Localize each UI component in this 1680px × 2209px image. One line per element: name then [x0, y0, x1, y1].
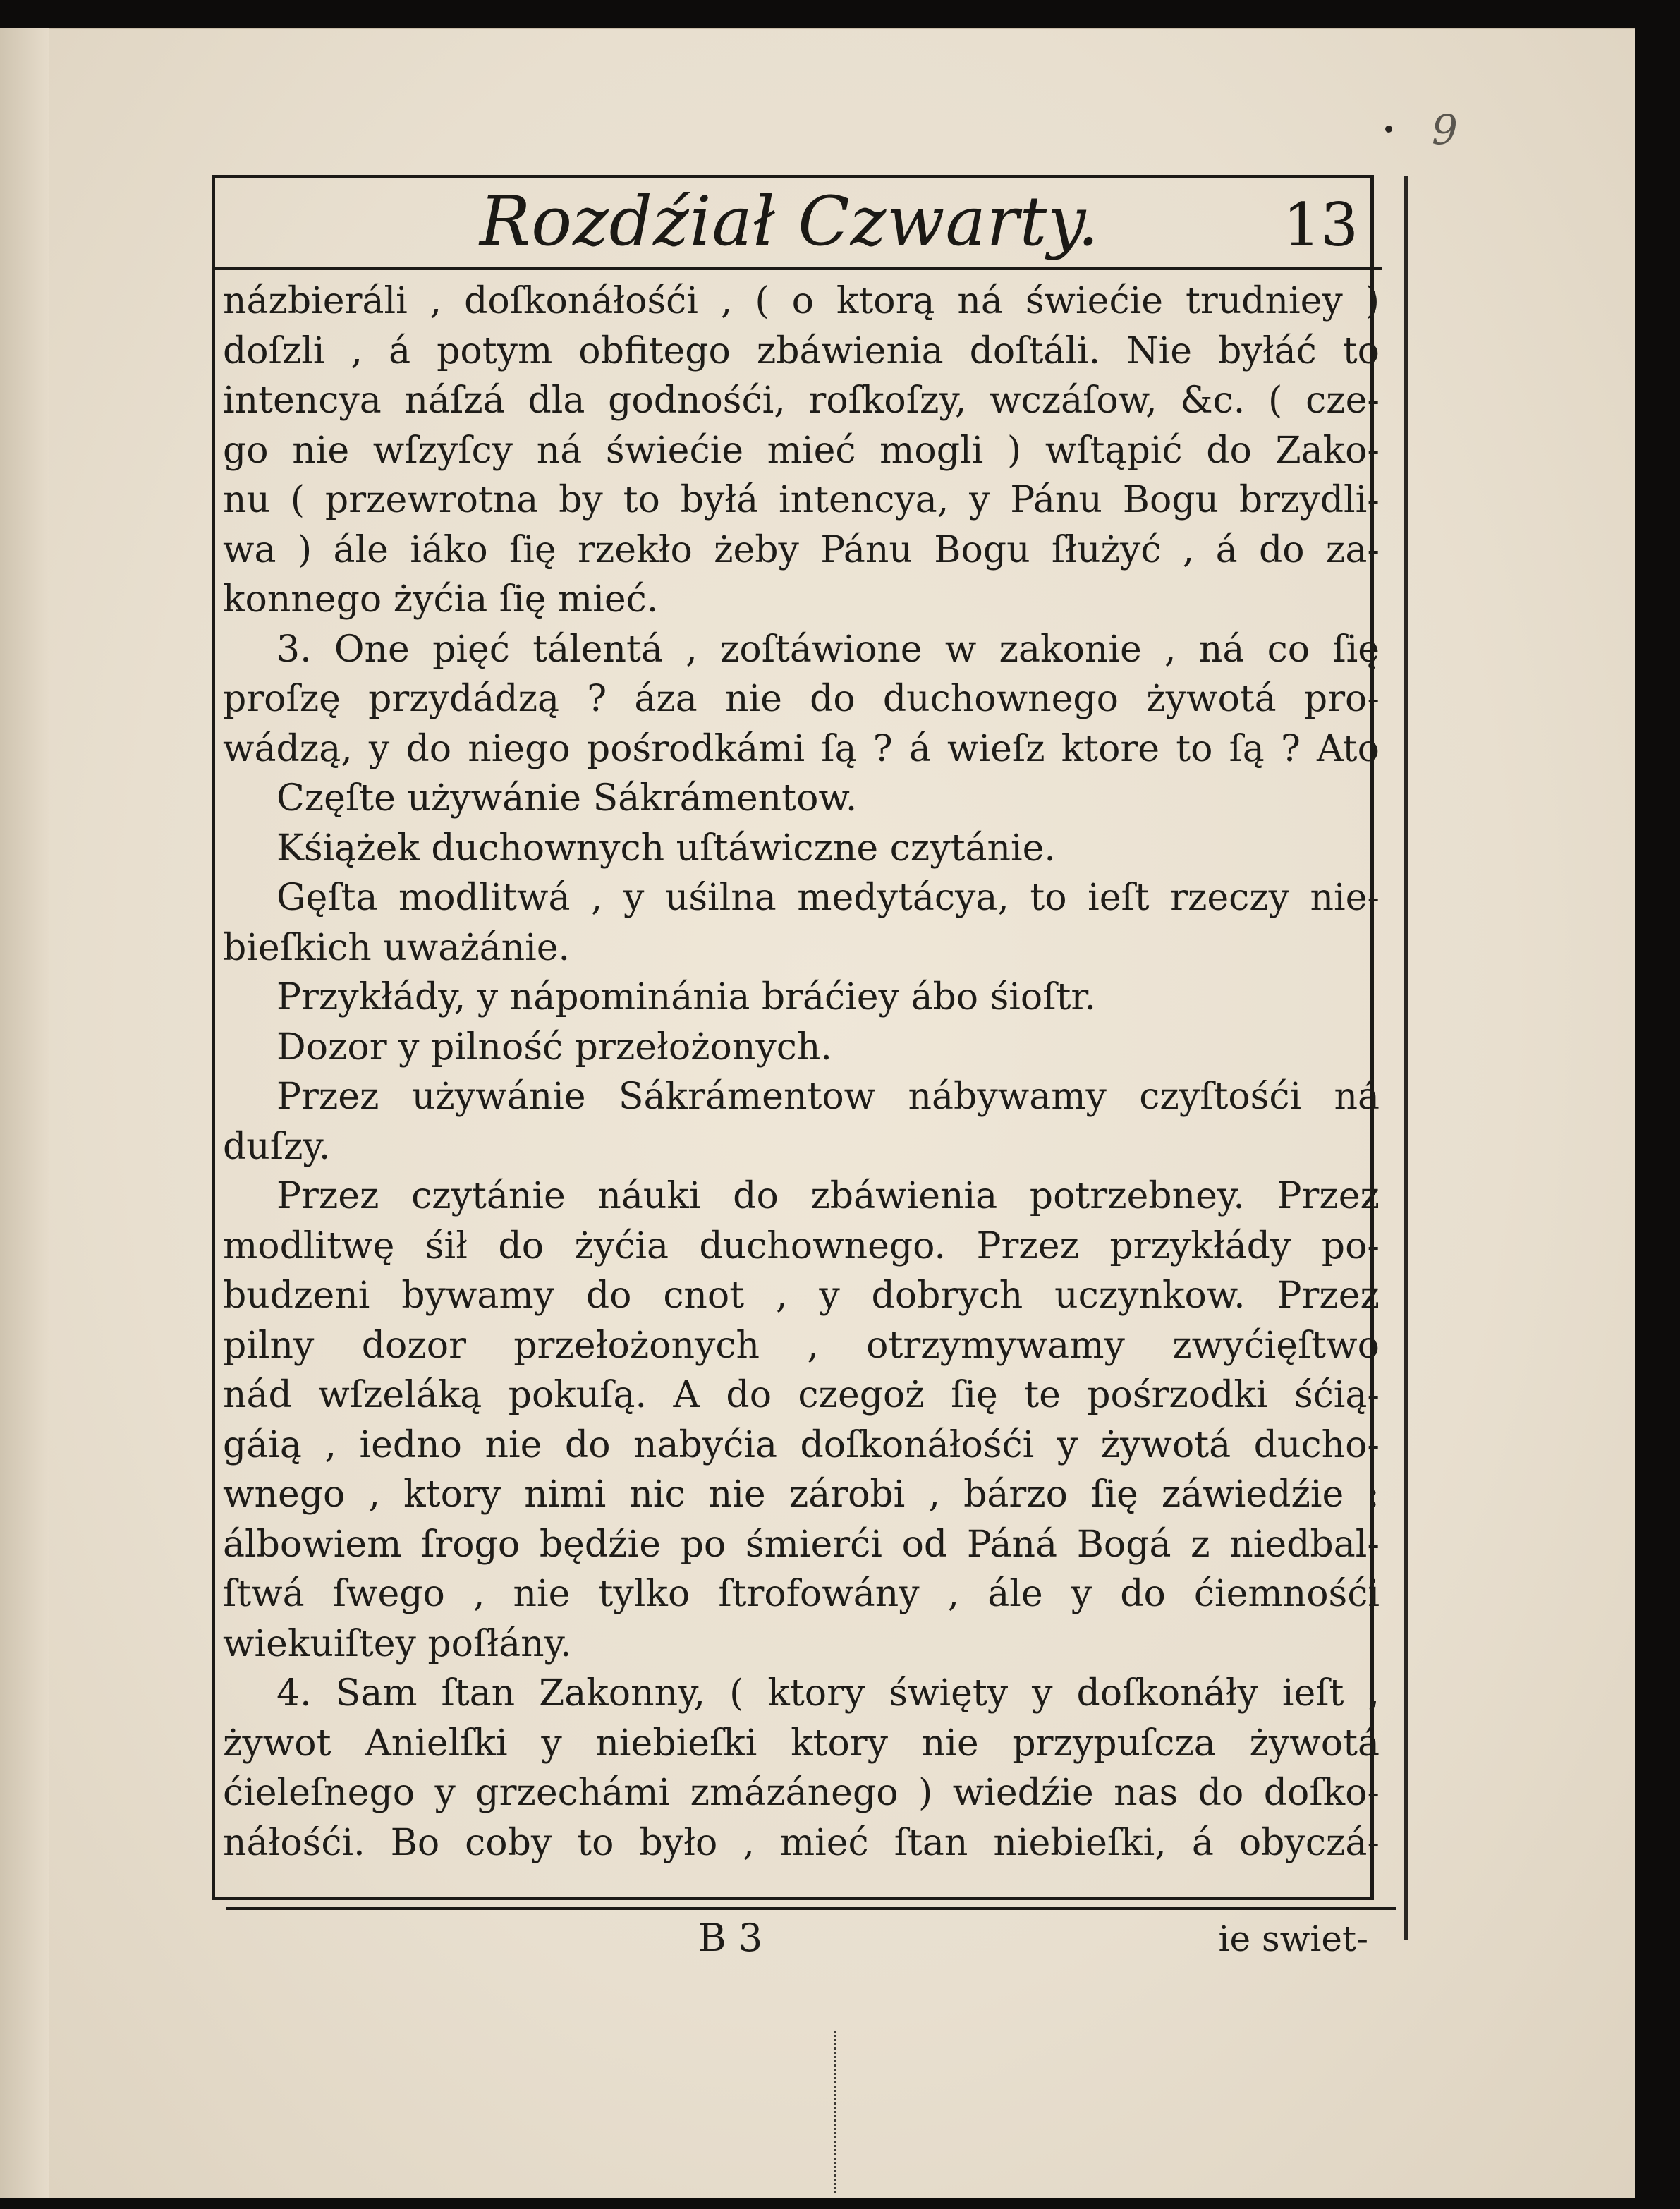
text-line [223, 923, 1380, 973]
text-line [223, 376, 1380, 426]
word: cnot [663, 1274, 745, 1317]
text-line-content: Kśiążek duchownych uſtáwiczne czytánie. [276, 827, 1056, 870]
word: ćieleſnego [223, 1772, 415, 1814]
running-header [212, 178, 1374, 267]
word: to [1030, 877, 1067, 919]
word: medytácya, [797, 877, 1009, 919]
word: do [406, 727, 452, 770]
word: ále [333, 528, 389, 571]
word: będźie [539, 1523, 661, 1566]
text-line [223, 1669, 1380, 1719]
text-line [223, 1619, 1380, 1669]
ink-dot [1385, 126, 1392, 133]
word: y [1057, 1423, 1078, 1466]
word: rzeczy [1170, 877, 1290, 919]
word: y [819, 1274, 840, 1317]
word: świećie [1025, 280, 1163, 322]
word: á [1191, 1821, 1214, 1864]
word: zakonie [999, 628, 1142, 671]
word: A [673, 1374, 700, 1416]
word: ktory [403, 1473, 501, 1516]
word: ná [1198, 628, 1245, 671]
word: nas [1114, 1772, 1179, 1814]
word: Ato [1317, 727, 1380, 770]
word: do [585, 1274, 632, 1317]
text-line-content: duſzy. [223, 1125, 331, 1168]
word: ? [587, 678, 607, 720]
text-line [223, 1818, 1380, 1868]
word: nie [513, 1573, 571, 1615]
word: intencya [223, 379, 382, 422]
word: używánie [411, 1076, 586, 1118]
word: to [1342, 329, 1380, 372]
text-line [223, 1222, 1380, 1272]
text-line [223, 475, 1380, 525]
text-line [223, 1420, 1380, 1471]
word: Bogu [1122, 479, 1219, 521]
word: ná [1334, 1076, 1380, 1118]
text-line [223, 674, 1380, 724]
word: po [680, 1523, 726, 1566]
word: pośrzodki [1087, 1374, 1268, 1416]
word: Przez [1277, 1274, 1380, 1317]
word: , [928, 1473, 940, 1516]
word: te [1024, 1374, 1061, 1416]
text-line [223, 1122, 1380, 1172]
word: wczáſow, [990, 379, 1157, 422]
word: śmierći [745, 1523, 882, 1566]
word: náuki [597, 1175, 701, 1217]
word: záwiedźie [1161, 1473, 1344, 1516]
word: modlitwę [223, 1224, 395, 1267]
word: zoſtáwione [720, 628, 923, 671]
word: niebieſki, [993, 1821, 1167, 1864]
word: ſię [1091, 1473, 1138, 1516]
page-edge-marks [834, 2031, 840, 2193]
word: nabyćia [633, 1423, 777, 1466]
word: proſzę [223, 678, 341, 720]
word: nie [708, 1473, 766, 1516]
word: mieć [767, 429, 856, 472]
word: czegoż [798, 1374, 925, 1416]
word: coby [465, 1821, 552, 1864]
word: ) [297, 528, 312, 571]
word: śćią- [1294, 1374, 1380, 1416]
word: po- [1321, 1224, 1380, 1267]
text-line [223, 1271, 1380, 1321]
word: 4. [276, 1672, 312, 1715]
word: żywotá [1100, 1423, 1231, 1466]
word: : [1367, 1473, 1380, 1516]
word: y [623, 877, 645, 919]
word: obfitego [578, 329, 731, 372]
text-line [223, 575, 1380, 625]
word: zwyćięſtwo [1172, 1324, 1380, 1367]
word: Przez [276, 1175, 379, 1217]
word: dobrych [871, 1274, 1023, 1317]
word: ) [918, 1772, 933, 1814]
word: go [223, 429, 269, 472]
word: pokuſą. [508, 1374, 647, 1416]
word: przewrotna [324, 479, 539, 521]
word: wſtąpić [1045, 429, 1183, 472]
word: przydádzą [368, 678, 559, 720]
text-line [223, 1370, 1380, 1420]
word: ſą [1229, 727, 1265, 770]
word: náłośći. [223, 1821, 365, 1864]
word: wieſz [946, 727, 1045, 770]
chapter-title: Rozdźiał Czwarty. [480, 182, 1100, 261]
word: Przez [1277, 1175, 1380, 1217]
word: Przez [976, 1224, 1079, 1267]
word: uczynkow. [1054, 1274, 1246, 1317]
word: cze- [1305, 379, 1380, 422]
word: czytánie [411, 1175, 566, 1217]
word: żyćia [574, 1224, 669, 1267]
word: Gęſta [276, 877, 378, 919]
word: tylko [598, 1573, 690, 1615]
text-line [223, 1470, 1380, 1520]
word: , [807, 1324, 819, 1367]
word: przełożonych [513, 1324, 760, 1367]
word: ( [1268, 379, 1283, 422]
word: obyczá- [1238, 1821, 1380, 1864]
word: czyſtośći [1139, 1076, 1302, 1118]
word: duchownego. [699, 1224, 946, 1267]
word: żywotá [1146, 678, 1277, 720]
word: ſrogo [421, 1523, 521, 1566]
word: brzydli- [1238, 479, 1380, 521]
text-line-content: bieſkich uważánie. [223, 926, 571, 969]
text-line [223, 525, 1380, 576]
word: nie [292, 429, 350, 472]
word: ktorą [836, 280, 935, 322]
word: pośrodkámi [586, 727, 805, 770]
word: , [473, 1573, 485, 1615]
word: nimi [524, 1473, 607, 1516]
word: przypuſcza [1012, 1722, 1216, 1765]
word: ále [987, 1573, 1043, 1615]
text-line [223, 625, 1380, 675]
word: One [334, 628, 410, 671]
word: pilny [223, 1324, 315, 1367]
word: wa [223, 528, 276, 571]
word: przykłády [1109, 1224, 1291, 1267]
word: budzeni [223, 1274, 370, 1317]
word: intencya, [778, 479, 949, 521]
word: y [434, 1772, 456, 1814]
text-line [223, 1321, 1380, 1371]
word: od [901, 1523, 948, 1566]
text-line [223, 824, 1380, 874]
word: potym [437, 329, 553, 372]
signature-mark: B 3 [698, 1916, 763, 1960]
handwritten-folio-number: 9 [1432, 106, 1458, 154]
text-line [223, 1023, 1380, 1073]
word: nie- [1310, 877, 1380, 919]
word: , [430, 280, 442, 322]
word: świećie [605, 429, 743, 472]
word: Sákrámentow [618, 1076, 876, 1118]
header-rule [212, 267, 1382, 270]
word: ducho- [1253, 1423, 1380, 1466]
word: ieſt [1282, 1672, 1344, 1715]
word: ieſt [1088, 877, 1150, 919]
word: , [351, 329, 363, 372]
text-line [223, 1719, 1380, 1769]
word: Nie [1126, 329, 1193, 372]
word: godnośći, [608, 379, 786, 422]
word: do [733, 1175, 779, 1217]
word: y [969, 479, 990, 521]
word: y [1032, 1672, 1053, 1715]
word: ná [957, 280, 1003, 322]
word: roſkoſzy, [808, 379, 967, 422]
word: do [810, 678, 856, 720]
text-line [223, 426, 1380, 476]
word: Sam [335, 1672, 418, 1715]
outer-border-line [1404, 176, 1408, 1940]
word: niedbal- [1229, 1523, 1380, 1566]
word: ſię [509, 528, 556, 571]
word: , [775, 1274, 788, 1317]
word: wſzeláką [318, 1374, 482, 1416]
word: iáko [410, 528, 488, 571]
word: ( [729, 1672, 744, 1715]
word: , [1182, 528, 1195, 571]
word: nie [921, 1722, 979, 1765]
word: ( [755, 280, 769, 322]
word: do [1198, 1772, 1244, 1814]
word: wnego [223, 1473, 346, 1516]
word: , [686, 628, 698, 671]
word: Páná [966, 1523, 1058, 1566]
word: to [623, 479, 660, 521]
word: by [559, 479, 603, 521]
word: do [1120, 1573, 1166, 1615]
word: ) [1006, 429, 1022, 472]
word: , [324, 1423, 336, 1466]
word: ſtwá [223, 1573, 305, 1615]
word: gáią [223, 1423, 302, 1466]
word: doſzli [223, 329, 325, 372]
word: , [1164, 628, 1176, 671]
word: ſtan [894, 1821, 968, 1864]
word: z [1191, 1523, 1210, 1566]
word: nic [629, 1473, 686, 1516]
word: doſkonáły [1076, 1672, 1258, 1715]
word: mieć [779, 1821, 869, 1864]
word: , [1368, 1672, 1380, 1715]
text-line [223, 1172, 1380, 1222]
word: Bogu [934, 528, 1030, 571]
text-line [223, 973, 1380, 1023]
word: modlitwá [398, 877, 571, 919]
word: ( [290, 479, 305, 521]
word: tálentá [532, 628, 663, 671]
word: żywot [223, 1722, 331, 1765]
text-line [223, 276, 1380, 327]
word: Przez [276, 1076, 379, 1118]
word: duchownego [882, 678, 1119, 720]
word: zárobi [789, 1473, 906, 1516]
word: pięć [432, 628, 510, 671]
word: Zako- [1275, 429, 1380, 472]
word: á [908, 727, 931, 770]
page-number: 13 [1283, 190, 1358, 260]
text-line [223, 327, 1380, 377]
text-line-content: Przykłády, y nápominánia bráćiey ábo śioſtr. [276, 976, 1097, 1018]
word: ſtan [441, 1672, 516, 1715]
word: żywotá [1249, 1722, 1380, 1765]
word: nu [223, 479, 270, 521]
word: niebieſki [595, 1722, 757, 1765]
text-line [223, 724, 1380, 774]
word: wiedźie [952, 1772, 1094, 1814]
word: zbáwienia [810, 1175, 998, 1217]
word: , [368, 1473, 381, 1516]
word: nie [485, 1423, 542, 1466]
word: do [498, 1224, 544, 1267]
word: ſię [951, 1374, 998, 1416]
word: á [1215, 528, 1238, 571]
word: Pánu [1010, 479, 1102, 521]
word: y [1071, 1573, 1092, 1615]
word: o [791, 280, 814, 322]
word: grzechámi [475, 1772, 671, 1814]
page-gutter [0, 28, 49, 2198]
word: doſko- [1263, 1772, 1380, 1814]
word: uśilna [664, 877, 777, 919]
word: rzekło [578, 528, 693, 571]
word: to [577, 1821, 614, 1864]
word: w [944, 628, 977, 671]
word: ſtrofowány [718, 1573, 920, 1615]
word: ſwego [332, 1573, 445, 1615]
word: Zakonny, [539, 1672, 706, 1715]
word: Bogá [1076, 1523, 1171, 1566]
word: Bo [390, 1821, 440, 1864]
text-line-content: wiekuiſtey poſłány. [223, 1622, 572, 1665]
word: wádzą, [223, 727, 353, 770]
word: nie [724, 678, 782, 720]
word: dozor [361, 1324, 466, 1367]
word: otrzymywamy [866, 1324, 1125, 1367]
word: zbáwienia [756, 329, 944, 372]
word: było [639, 1821, 718, 1864]
word: 3. [276, 628, 312, 671]
word: nábywamy [908, 1076, 1107, 1118]
word: y [368, 727, 390, 770]
word: doſkonáłośći [464, 280, 698, 322]
word: ktore [1061, 727, 1160, 770]
word: ſą [821, 727, 857, 770]
word: to [1176, 727, 1213, 770]
text-line [223, 1072, 1380, 1122]
word: á [389, 329, 411, 372]
word: doſkonáłośći [800, 1423, 1035, 1466]
word: wſzyſcy [372, 429, 513, 472]
word: niego [468, 727, 571, 770]
word: śił [425, 1224, 468, 1267]
word: ktory [791, 1722, 889, 1765]
word: ná [536, 429, 583, 472]
word: dla [528, 379, 585, 422]
word: do [726, 1374, 772, 1416]
word: bywamy [401, 1274, 555, 1317]
word: ? [872, 727, 893, 770]
word: do [1258, 528, 1305, 571]
word: , [720, 280, 733, 322]
word: &c. [1180, 379, 1246, 422]
word: ktory [767, 1672, 865, 1715]
word: doſtáli. [969, 329, 1101, 372]
word: ſłużyć [1051, 528, 1162, 571]
word: byłá [680, 479, 759, 521]
word: za- [1325, 528, 1380, 571]
catchword: ie swiet- [1218, 1918, 1368, 1959]
word: potrzebney. [1029, 1175, 1245, 1217]
text-line [223, 1520, 1380, 1570]
word: iedno [359, 1423, 462, 1466]
word: do [564, 1423, 611, 1466]
text-line-content: konnego żyćia ſię mieć. [223, 578, 659, 621]
word: ćiemnośći [1193, 1573, 1380, 1615]
word: , [590, 877, 603, 919]
text-line-content: Częſte używánie Sákrámentow. [276, 777, 858, 820]
word: y [541, 1722, 562, 1765]
word: ) [1365, 280, 1380, 322]
body-text [223, 276, 1380, 1868]
text-line [223, 1768, 1380, 1818]
text-line [223, 774, 1380, 824]
word: święty [889, 1672, 1009, 1715]
word: , [743, 1821, 755, 1864]
text-line [223, 873, 1380, 923]
word: byłáć [1218, 329, 1317, 372]
word: bárzo [963, 1473, 1068, 1516]
word: Anielſki [365, 1722, 508, 1765]
word: náſzá [404, 379, 505, 422]
word: álbowiem [223, 1523, 402, 1566]
text-line [223, 1569, 1380, 1619]
word: pro- [1303, 678, 1380, 720]
word: trudniey [1185, 280, 1343, 322]
page-footer [226, 1910, 1396, 1973]
word: mogli [879, 429, 984, 472]
word: nád [223, 1374, 292, 1416]
word: zmázánego [690, 1772, 899, 1814]
word: do [1206, 429, 1252, 472]
word: ſię [1332, 628, 1380, 671]
word: co [1267, 628, 1310, 671]
word: Pánu [820, 528, 913, 571]
word: áza [634, 678, 698, 720]
word: , [947, 1573, 960, 1615]
text-line-content: Dozor y pilność przełożonych. [276, 1026, 832, 1069]
word: ? [1280, 727, 1301, 770]
word: názbieráli [223, 280, 408, 322]
word: żeby [714, 528, 799, 571]
